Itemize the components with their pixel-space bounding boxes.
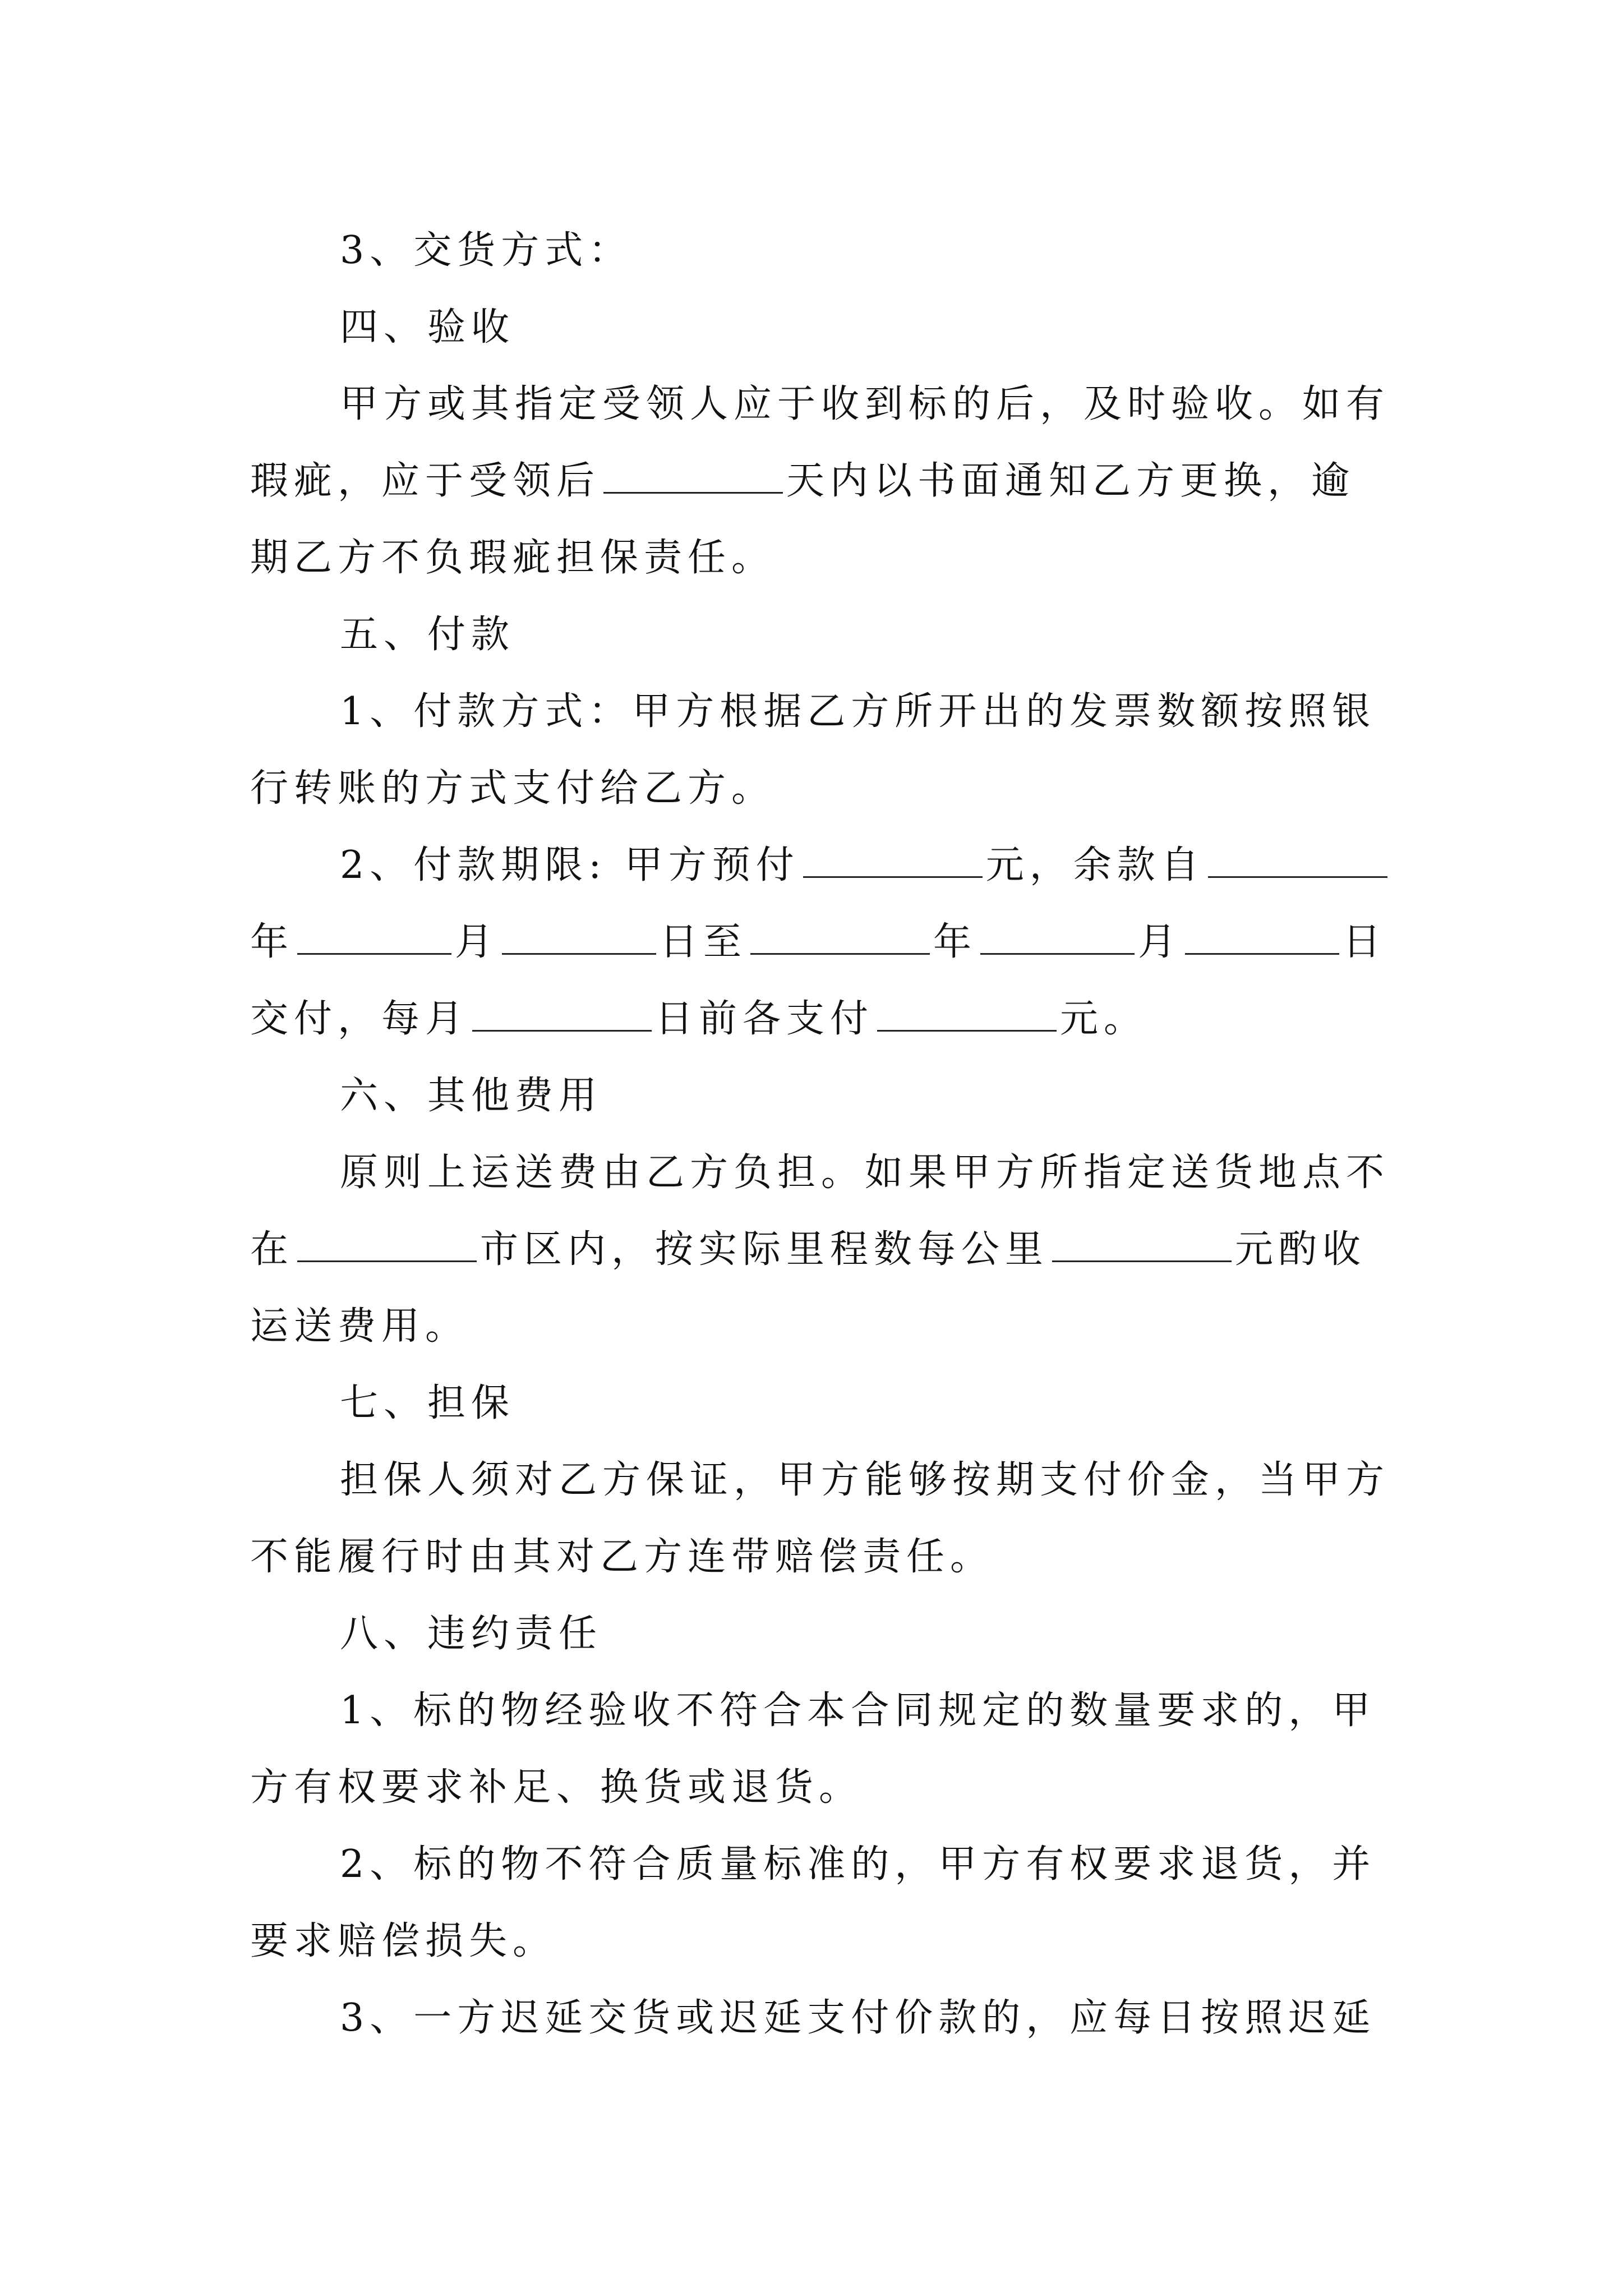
fill-in-blank[interactable] — [877, 996, 1057, 1032]
paragraph-line: 要求赔偿损失。 — [250, 1919, 557, 1963]
fill-in-blank[interactable] — [472, 996, 652, 1032]
paragraph-line: 不能履行时由其对乙方连带赔偿责任。 — [250, 1535, 994, 1579]
paragraph-line: 行转账的方式支付给乙方。 — [250, 766, 776, 811]
paragraph-line: 2、付款期限: 甲方预付 元，余款自 — [250, 827, 1394, 904]
fill-in-blank[interactable] — [1052, 1226, 1232, 1262]
paragraph-line: 原则上运送费由乙方负担。如果甲方所指定送货地点不 — [340, 1151, 1390, 1195]
section-heading-payment: 五、付款 — [340, 613, 515, 657]
paragraph-line: 1、标的物经验收不符合本合同规定的数量要求的，甲 — [340, 1688, 1376, 1733]
paragraph-line: 运送费用。 — [250, 1304, 469, 1349]
paragraph-line: 3、一方迟延交货或迟延支付价款的，应每日按照迟延 — [340, 1996, 1376, 2040]
fill-in-blank[interactable] — [1208, 842, 1387, 878]
paragraph-line: 瑕疵，应于受领后 天内以书面通知乙方更换，逾 — [250, 443, 1394, 519]
section-heading-guarantee: 七、担保 — [340, 1381, 515, 1425]
clause-delivery-method: 3、交货方式： — [340, 228, 633, 273]
fill-in-blank[interactable] — [297, 1226, 477, 1262]
paragraph-line: 2、标的物不符合质量标准的，甲方有权要求退货，并 — [340, 1842, 1376, 1887]
paragraph-line: 方有权要求补足、换货或退货。 — [250, 1765, 863, 1810]
contract-body — [250, 212, 1394, 2056]
fill-in-blank[interactable] — [502, 919, 656, 955]
section-heading-breach: 八、违约责任 — [340, 1612, 603, 1656]
fill-in-blank[interactable] — [603, 458, 783, 494]
fill-in-blank[interactable] — [1185, 919, 1339, 955]
paragraph-line: 年 月 日至 年 月 日 — [250, 904, 1394, 981]
fill-in-blank[interactable] — [297, 919, 451, 955]
paragraph-line: 担保人须对乙方保证，甲方能够按期支付价金，当甲方 — [340, 1458, 1390, 1502]
fill-in-blank[interactable] — [980, 919, 1135, 955]
paragraph-line: 期乙方不负瑕疵担保责任。 — [250, 536, 776, 580]
section-heading-other-fees: 六、其他费用 — [340, 1074, 603, 1118]
paragraph-line: 1、付款方式：甲方根据乙方所开出的发票数额按照银 — [340, 689, 1376, 734]
fill-in-blank[interactable] — [803, 842, 983, 878]
paragraph-line: 甲方或其指定受领人应于收到标的后，及时验收。如有 — [340, 382, 1390, 426]
paragraph-line: 交付，每月 日前各支付 元。 — [250, 981, 1394, 1057]
section-heading-acceptance: 四、验收 — [340, 305, 515, 349]
fill-in-blank[interactable] — [750, 919, 930, 955]
paragraph-line: 在 市区内，按实际里程数每公里 元酌收 — [250, 1211, 1394, 1288]
